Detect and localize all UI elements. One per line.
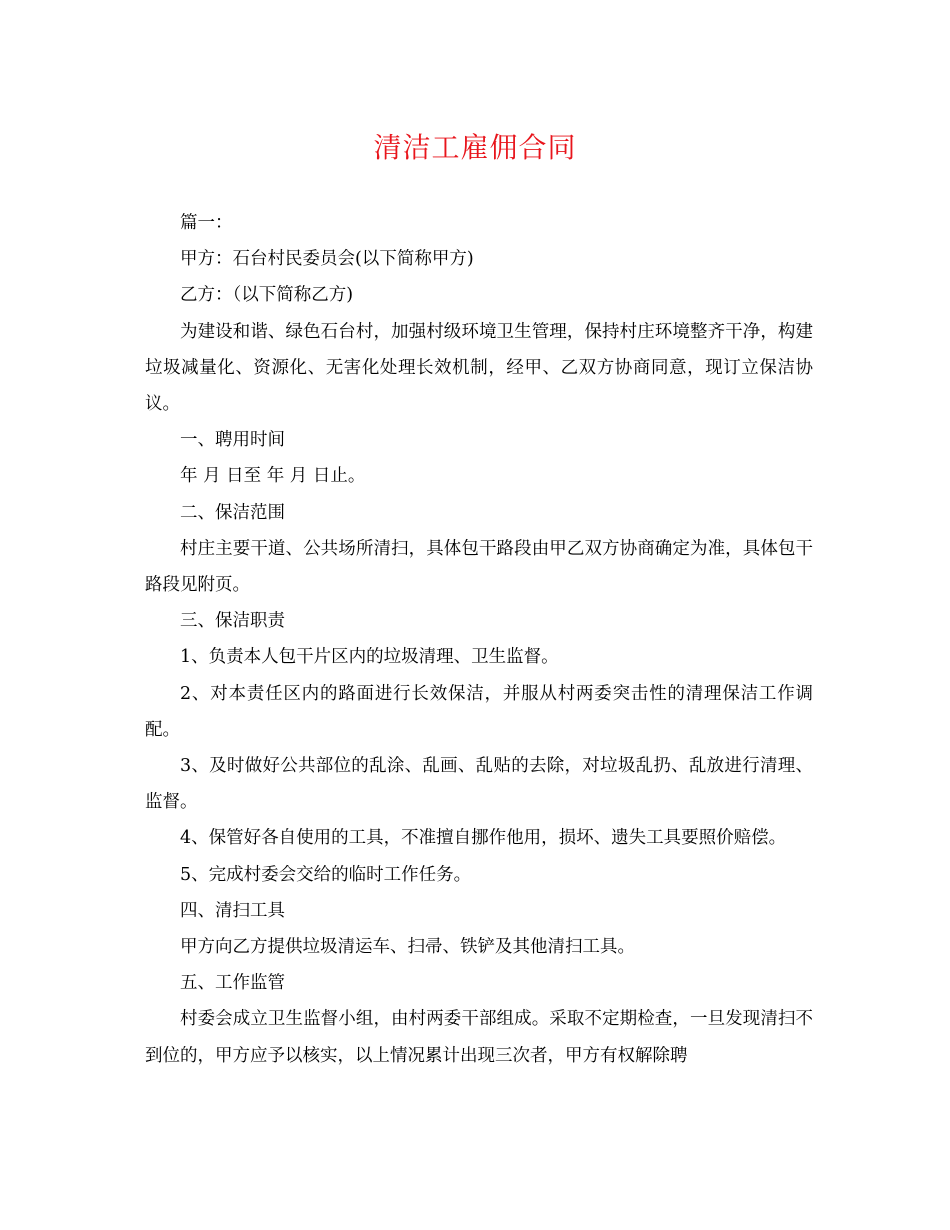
paragraph-cleaning-scope: 村庄主要干道、公共场所清扫，具体包干路段由甲乙双方协商确定为准，具体包干路段见附页。 bbox=[145, 538, 813, 596]
paragraph-duty-1: 1、负责本人包干片区内的垃圾清理、卫生监督。 bbox=[180, 647, 559, 668]
paragraph-duty-5: 5、完成村委会交给的临时工作任务。 bbox=[180, 864, 472, 885]
paragraph-duty-2: 2、对本责任区内的路面进行长效保洁，并服从村两委突击性的清理保洁工作调配。 bbox=[145, 683, 813, 740]
paragraph-employment-period: 年 月 日至 年 月 日止。 bbox=[180, 466, 366, 487]
paragraph-duty-4: 4、保管好各自使用的工具，不准擅自挪作他用，损坏、遗失工具要照价赔偿。 bbox=[180, 828, 787, 849]
heading-work-supervision: 五、工作监管 bbox=[180, 973, 285, 994]
document-body bbox=[145, 205, 813, 1074]
paragraph-party-a: 甲方：石台村民委员会(以下简称甲方) bbox=[180, 249, 474, 270]
heading-employment-period: 一、聘用时间 bbox=[180, 430, 285, 451]
paragraph-duty-3: 3、及时做好公共部位的乱涂、乱画、乱贴的去除，对垃圾乱扔、乱放进行清理、监督。 bbox=[145, 756, 813, 813]
paragraph-cleaning-tools: 甲方向乙方提供垃圾清运车、扫帚、铁铲及其他清扫工具。 bbox=[180, 937, 635, 958]
heading-cleaning-scope: 二、保洁范围 bbox=[180, 502, 285, 523]
paragraph-work-supervision: 村委会成立卫生监督小组，由村两委干部组成。采取不定期检查，一旦发现清扫不到位的，甲方应予以核实，以上情况累计出现三次者，甲方有权解除聘 bbox=[145, 1009, 813, 1066]
paragraph-section-label: 篇一： bbox=[180, 213, 233, 233]
document-title: 清洁工雇佣合同 bbox=[373, 131, 577, 164]
heading-cleaning-tools: 四、清扫工具 bbox=[180, 900, 285, 921]
paragraph-preamble: 为建设和谐、绿色石台村，加强村级环境卫生管理，保持村庄环境整齐干净，构建垃圾减量化、资源化、无害化处理长效机制，经甲、乙双方协商同意，现订立保洁协议。 bbox=[145, 321, 813, 415]
paragraph-party-b: 乙方：（以下简称乙方) bbox=[180, 285, 354, 306]
heading-cleaning-duties: 三、保洁职责 bbox=[180, 611, 285, 632]
